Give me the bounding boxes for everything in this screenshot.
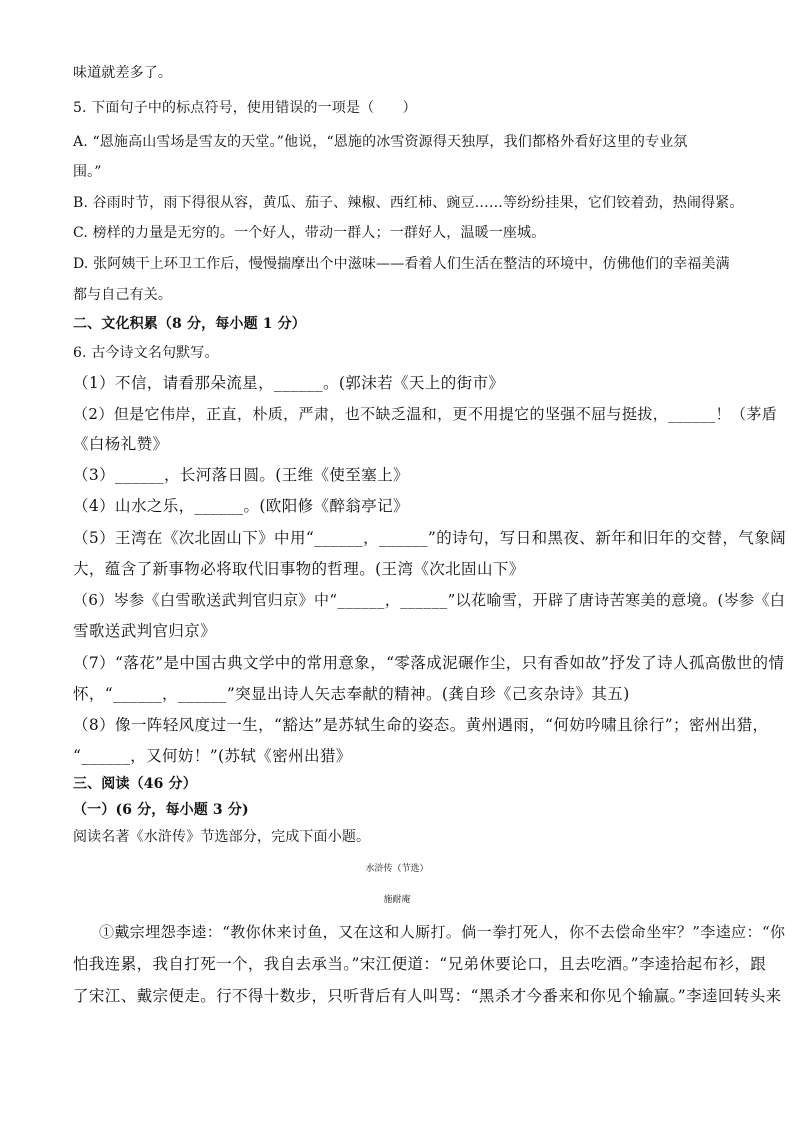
passage-paragraph-1-line-3: 了宋江、戴宗便走。行不得十数步，只听背后有人叫骂：“黑杀才今番来和你见个输赢。”李逵回转头来 [73,987,782,1005]
q6-item-6-line-1: （6）岑参《白雪歌送武判官归京》中“______，______”以花喻雪，开辟了唐诗苦寒美的意境。(岑参《白 [73,591,786,609]
q6-item-4: （4）山水之乐，______。(欧阳修《醉翁亭记》 [73,497,409,515]
option-a-line-2: 围。” [73,164,102,180]
option-b: B. 谷雨时节，雨下得很从容，黄瓜、茄子、辣椒、西红柿、豌豆……等纷纷挂果，它们铰着劲，热闹得紧。 [73,195,744,211]
q6-item-8-line-2: “______，又何妨！”(苏轼《密州出猎》 [73,747,352,765]
q6-item-5-line-1: （5）王湾在《次北固山下》中用“______，______”的诗句，写日和黑夜、新年和旧年的交替，气象阔 [73,529,787,547]
q6-item-7-line-2: 怀，“______，______”突显出诗人矢志奉献的精神。(龚自珍《己亥杂诗》其五) [73,685,630,703]
option-a-line-1: A. “恩施高山雪场是雪友的天堂。”他说，“恩施的冰雪资源得天独厚，我们都格外看好这里的专业氛 [73,134,688,150]
q6-item-6-line-2: 雪歌送武判官归京》 [73,622,217,640]
q6-item-7-line-1: （7）“落花”是中国古典文学中的常用意象，“零落成泥碾作尘，只有香如故”抒发了诗人孤高傲世的情 [73,654,785,672]
question-6-stem: 6. 古今诗文名句默写。 [73,345,219,361]
question-5-stem: 5. 下面句子中的标点符号，使用错误的一项是（ ） [73,100,417,116]
option-d-line-1: D. 张阿姨干上环卫工作后，慢慢揣摩出个中滋味——看着人们生活在整洁的环境中，仿佛他们的幸福美满 [73,256,730,272]
section-3-heading: 三、阅读（46 分） [73,776,197,792]
q6-item-3: （3）______，长河落日圆。(王维《使至塞上》 [73,466,409,484]
part-1-heading: （一）(6 分，每小题 3 分) [73,802,249,818]
passage-paragraph-1-line-1: ①戴宗埋怨李逵：“教你休来讨鱼，又在这和人厮打。倘一拳打死人，你不去偿命坐牢？”李逵应：“你 [99,923,786,941]
passage-title: 水浒传（节选） [365,864,429,874]
passage-paragraph-1-line-2: 怕我连累，我自打死一个，我自去承当。”宋江便道：“兄弟休要论口，且去吃酒。”李逵拾起布衫，跟 [73,955,767,973]
q6-item-2-line-1: （2）但是它伟岸，正直，朴质，严肃，也不缺乏温和，更不用提它的坚强不屈与挺拔，______！（茅盾 [73,405,778,423]
option-d-line-2: 都与自己有关。 [73,287,173,303]
reading-instruction: 阅读名著《水浒传》节选部分，完成下面小题。 [73,829,371,845]
continuation-text: 味道就差多了。 [73,65,173,81]
passage-author: 施耐庵 [383,895,411,905]
section-2-heading: 二、文化积累（8 分，每小题 1 分） [73,316,306,332]
option-c: C. 榜样的力量是无穷的。一个好人，带动一群人；一群好人，温暖一座城。 [73,225,546,241]
q6-item-8-line-1: （8）像一阵轻风度过一生，“豁达”是苏轼生命的姿态。黄州遇雨，“何妨吟啸且徐行”；密州出猎， [73,716,769,734]
q6-item-5-line-2: 大，蕴含了新事物必将取代旧事物的哲理。(王湾《次北固山下》 [73,560,525,578]
q6-item-1: （1）不信，请看那朵流星，______。(郭沫若《天上的街市》 [73,374,505,392]
q6-item-2-line-2: 《白杨礼赞》 [73,435,169,453]
